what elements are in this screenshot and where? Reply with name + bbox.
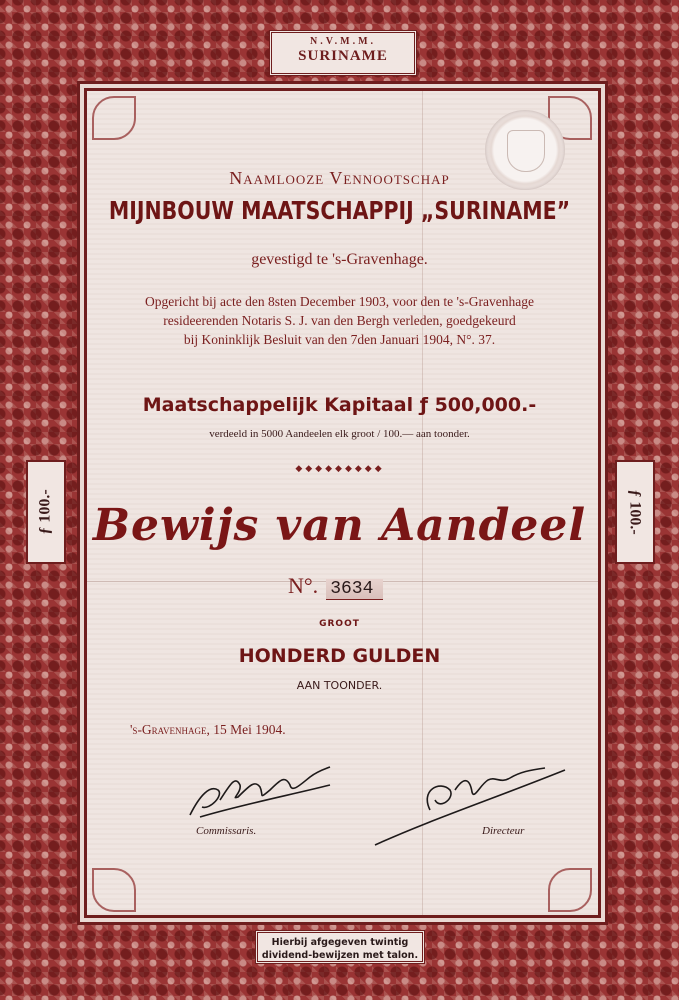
dividend-note-line-1: Hierbij afgegeven twintig (271, 937, 409, 948)
side-value-right-text: ƒ 100.- (627, 489, 645, 535)
founding-line-3: bij Koninklijk Besluit van den 7den Januari 1904, N°. 37. (183, 332, 496, 347)
decorative-rule-icon: ◆◆◆◆◆◆◆◆◆ (295, 463, 385, 473)
issue-place-date (130, 722, 286, 738)
company-type: Naamlooze Vennootschap (229, 168, 450, 188)
directeur-signature (370, 740, 570, 850)
header-name: SURINAME (298, 48, 388, 64)
founding-line-1: Opgericht bij acte den 8sten December 1903, voor den te 's-Gravenhage (145, 294, 534, 309)
certificate-number-label: N°. (288, 573, 319, 598)
seal-crest-icon (507, 130, 545, 172)
dividend-coupon-note (255, 930, 425, 964)
certificate-number-row (288, 573, 383, 600)
commissaris-signature (180, 755, 340, 825)
certificate-title: Bewijs van Aandeel (92, 500, 587, 551)
corner-ornament-icon (92, 868, 136, 912)
capital-division: verdeeld in 5000 Aandeelen elk groot / 100.— aan toonder. (209, 428, 470, 440)
header-cartouche (269, 30, 417, 76)
groot-label: GROOT (319, 619, 360, 629)
corner-ornament-icon (92, 96, 136, 140)
founding-line-2: resideerenden Notaris S. J. van den Bergh verleden, goedgekeurd (163, 313, 516, 328)
header-abbreviation: N.V.M.M. (309, 36, 377, 47)
commissaris-label: Commissaris. (196, 825, 257, 837)
side-value-left-text: ƒ 100.- (37, 489, 55, 535)
capital-statement: Maatschappelijk Kapitaal ƒ 500,000.- (142, 394, 537, 416)
company-seat: gevestigd te 's-Gravenhage. (251, 251, 428, 268)
dividend-note-line-2: dividend-bewijzen met talon. (261, 950, 419, 961)
issue-date: 15 Mei 1904. (213, 722, 286, 737)
certificate-number: 3634 (326, 579, 383, 600)
directeur-label: Directeur (482, 825, 525, 837)
founding-statement (0, 292, 679, 349)
corner-ornament-icon (548, 868, 592, 912)
issue-place: 's-Gravenhage, (130, 722, 210, 737)
bearer-label: AAN TOONDER. (296, 679, 383, 692)
company-name: MIJNBOUW MAATSCHAPPIJ „SURINAME” (108, 196, 571, 225)
share-amount: HONDERD GULDEN (238, 645, 441, 667)
